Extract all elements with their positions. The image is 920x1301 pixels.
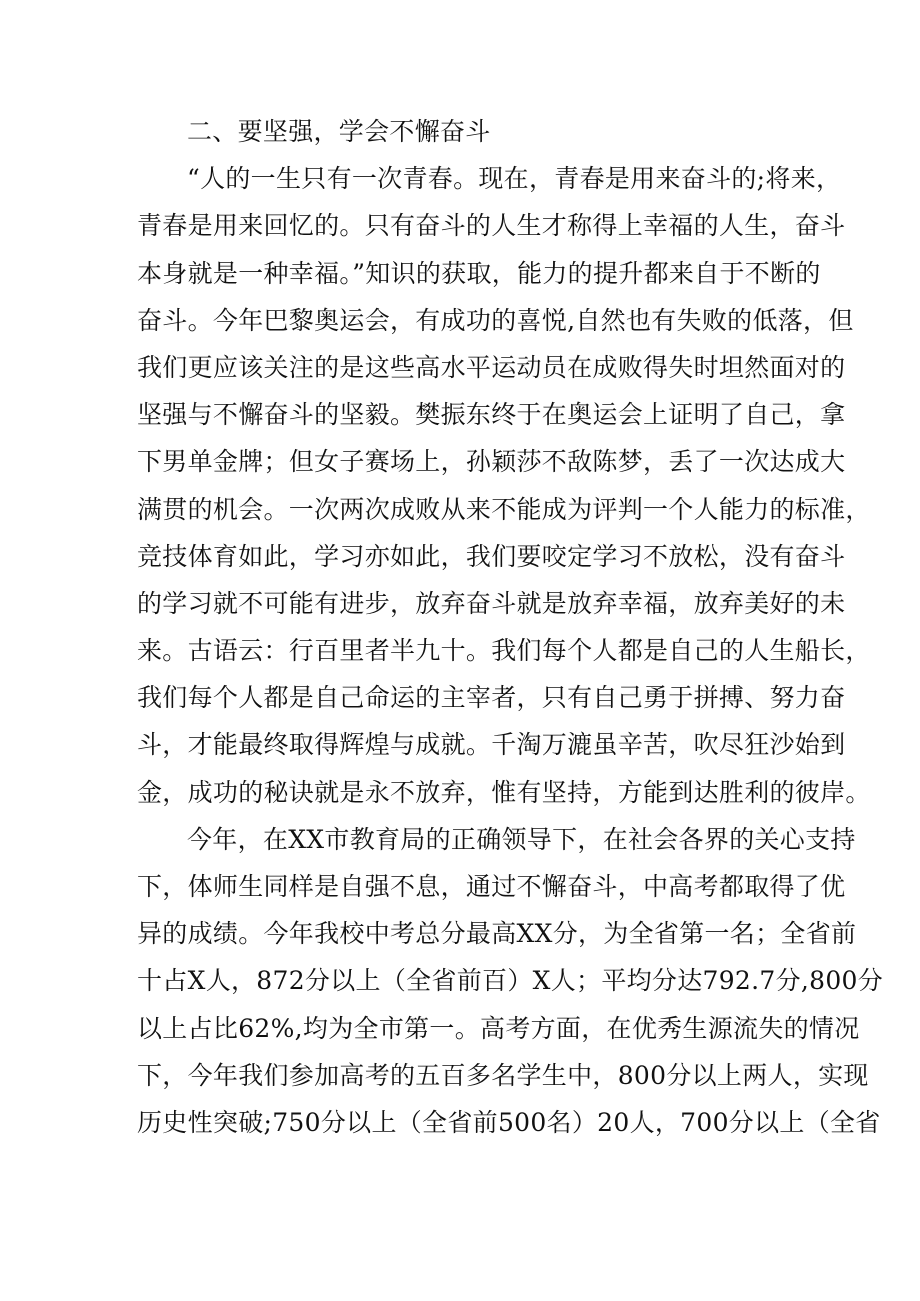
paragraph-line: 我们每个人都是自己命运的主宰者，只有自己勇于拼搏、努力奋 [137, 683, 846, 713]
paragraph-line: 十占X人，872分以上（全省前百）X人；平均分达792.7分,800分 [137, 966, 884, 996]
paragraph-line: 今年，在XX市教育局的正确领导下，在社会各界的关心支持 [187, 824, 856, 854]
paragraph-line: 我们更应该关注的是这些高水平运动员在成败得失时坦然面对的 [137, 352, 846, 382]
paragraph-line: 下，今年我们参加高考的五百多名学生中，800分以上两人，实现 [137, 1060, 869, 1090]
paragraph-line: 斗，才能最终取得辉煌与成就。千淘万漉虽辛苦，吹尽狂沙始到 [137, 730, 846, 760]
paragraph-line: 的学习就不可能有进步，放弃奋斗就是放弃幸福，放弃美好的未 [137, 588, 846, 618]
document-body [137, 108, 884, 1146]
paragraph-line: 以上占比62%,均为全市第一。高考方面，在优秀生源流失的情况 [137, 1013, 860, 1043]
paragraph-line: 历史性突破;750分以上（全省前500名）20人，700分以上（全省 [137, 1107, 881, 1137]
paragraph-2 [137, 816, 884, 1146]
paragraph-line: 下男单金牌；但女子赛场上，孙颖莎不敌陈梦，丢了一次达成大 [137, 447, 846, 477]
paragraph-line: 本身就是一种幸福。”知识的获取，能力的提升都来自于不断的 [137, 258, 821, 288]
paragraph-line: 来。古语云：行百里者半九十。我们每个人都是自己的人生船长， [137, 636, 871, 666]
paragraph-line: 异的成绩。今年我校中考总分最高XX分，为全省第一名；全省前 [137, 919, 857, 949]
paragraph-line: 满贯的机会。一次两次成败从来不能成为评判一个人能力的标准， [137, 494, 871, 524]
paragraph-line: 坚强与不懈奋斗的坚毅。樊振东终于在奥运会上证明了自己，拿 [137, 400, 846, 430]
paragraph-line: 青春是用来回忆的。只有奋斗的人生才称得上幸福的人生，奋斗 [137, 211, 846, 241]
paragraph-1 [137, 155, 871, 816]
paragraph-line: “人的一生只有一次青春。现在，青春是用来奋斗的;将来， [187, 164, 842, 194]
section-heading: 二、要坚强，学会不懈奋斗 [187, 117, 491, 146]
paragraph-line: 奋斗。今年巴黎奥运会，有成功的喜悦,自然也有失败的低落，但 [137, 305, 854, 335]
paragraph-line: 金，成功的秘诀就是永不放弃，惟有坚持，方能到达胜利的彼岸。 [137, 777, 871, 807]
paragraph-line: 竞技体育如此，学习亦如此，我们要咬定学习不放松，没有奋斗 [137, 541, 846, 571]
paragraph-line: 下，体师生同样是自强不息，通过不懈奋斗，中高考都取得了优 [137, 872, 846, 901]
